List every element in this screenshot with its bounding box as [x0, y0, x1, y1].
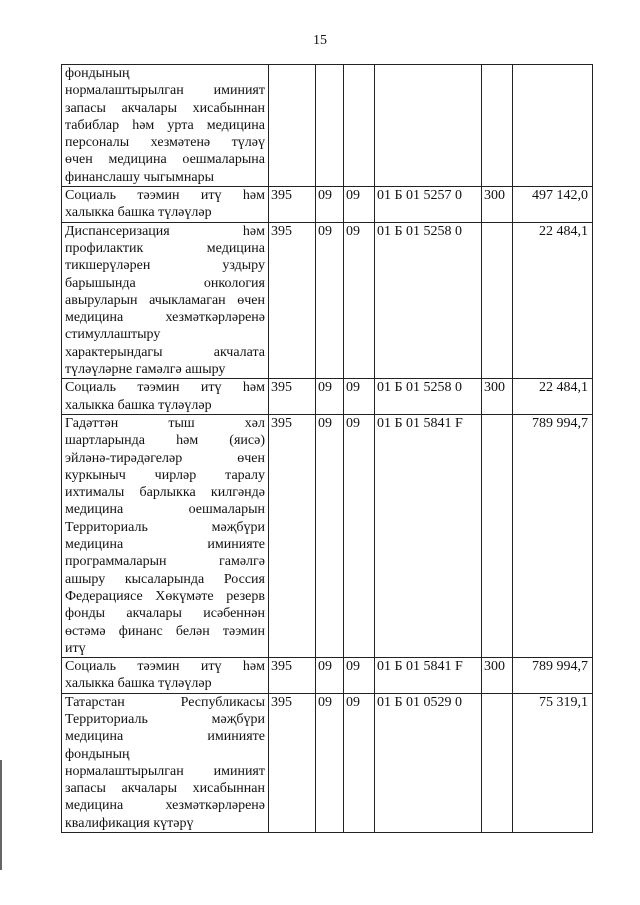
row-name-line: итү [65, 640, 86, 656]
subsection-code-cell: 09 [344, 222, 375, 379]
row-name-line: Территориаль мәҗбүри [65, 519, 265, 535]
amount-cell: 75 319,1 [513, 693, 593, 832]
table-row [62, 414, 593, 657]
row-name-line: барышында онкология [65, 275, 265, 291]
row-name-line: табиблар һәм урта медицина [65, 117, 265, 133]
binding-margin-line [0, 760, 2, 870]
amount-cell: 789 994,7 [513, 414, 593, 657]
row-name-line: запасы акчалары хисабыннан [65, 100, 265, 116]
section-code-cell: 09 [316, 693, 344, 832]
expense-type-cell [482, 414, 513, 657]
row-name-line: нормалаштырылган иминият [65, 83, 265, 99]
row-name-line: халыкка башка түләүләр [65, 676, 212, 692]
row-name-line: куркыныч чирләр таралу [65, 467, 265, 483]
row-name-line: Социаль тәэмин итү һәм [65, 380, 265, 396]
row-name-line: медицина хезмәткәрләренә [65, 310, 265, 326]
ministry-code-cell: 395 [269, 658, 316, 694]
expense-type-cell: 300 [482, 187, 513, 223]
page-number: 15 [313, 33, 327, 48]
row-name-cell [62, 658, 269, 694]
subsection-code-cell: 09 [344, 658, 375, 694]
ministry-code-cell [269, 65, 316, 187]
target-article-cell: 01 Б 01 0529 0 [375, 693, 482, 832]
row-name-line: медицина иминияте [65, 537, 265, 553]
budget-table [61, 64, 593, 833]
row-name-line: нормалаштырылган иминият [65, 763, 265, 779]
row-name-cell [62, 222, 269, 379]
expense-type-cell: 300 [482, 379, 513, 415]
expense-type-cell [482, 693, 513, 832]
subsection-code-cell: 09 [344, 187, 375, 223]
table-row [62, 222, 593, 379]
row-name-line: өстәмә финанс белән тәэмин [65, 623, 265, 639]
target-article-cell: 01 Б 01 5841 F [375, 414, 482, 657]
subsection-code-cell: 09 [344, 693, 375, 832]
ministry-code-cell: 395 [269, 222, 316, 379]
ministry-code-cell: 395 [269, 414, 316, 657]
subsection-code-cell: 09 [344, 379, 375, 415]
row-name-line: шартларында һәм (яисә) [65, 433, 265, 449]
table-row [62, 65, 593, 187]
row-name-cell [62, 693, 269, 832]
table-row [62, 379, 593, 415]
expense-type-cell [482, 65, 513, 187]
row-name-line: Территориаль мәҗбүри [65, 711, 265, 727]
expense-type-cell [482, 222, 513, 379]
row-name-line: характерындагы акчалата [65, 344, 265, 360]
target-article-cell: 01 Б 01 5257 0 [375, 187, 482, 223]
row-name-line: ашыру кысаларында Россия [65, 571, 265, 587]
row-name-line: Гадәттән тыш хәл [65, 415, 265, 431]
row-name-line: фонды акчалары исәбеннән [65, 606, 265, 622]
section-code-cell: 09 [316, 187, 344, 223]
target-article-cell: 01 Б 01 5841 F [375, 658, 482, 694]
row-name-line: ихтималы барлыкка килгәндә [65, 485, 265, 501]
target-article-cell: 01 Б 01 5258 0 [375, 222, 482, 379]
row-name-line: фондының [65, 746, 130, 762]
row-name-line: Социаль тәэмин итү һәм [65, 659, 265, 675]
row-name-cell [62, 414, 269, 657]
row-name-line: Татарстан Республикасы [65, 694, 265, 710]
row-name-line: Диспансеризация һәм [65, 223, 265, 239]
row-name-line: стимуллаштыру [65, 327, 161, 343]
row-name-line: түләүләрне гамәлгә ашыру [65, 362, 226, 378]
ministry-code-cell: 395 [269, 187, 316, 223]
row-name-line: программаларын гамәлгә [65, 554, 265, 570]
row-name-line: өчен медицина оешмаларына [65, 152, 265, 168]
row-name-line: Социаль тәэмин итү һәм [65, 188, 265, 204]
table-row [62, 693, 593, 832]
row-name-line: тикшерүләрен уздыру [65, 258, 265, 274]
ministry-code-cell: 395 [269, 379, 316, 415]
row-name-cell [62, 65, 269, 187]
row-name-line: финанслашу чыгымнары [65, 169, 215, 185]
target-article-cell [375, 65, 482, 187]
amount-cell: 22 484,1 [513, 379, 593, 415]
amount-cell [513, 65, 593, 187]
row-name-line: запасы акчалары хисабыннан [65, 781, 265, 797]
row-name-line: медицина оешмаларын [65, 502, 265, 518]
table-row [62, 658, 593, 694]
row-name-line: халыкка башка түләүләр [65, 397, 212, 413]
table-body [62, 65, 593, 833]
table-row [62, 187, 593, 223]
ministry-code-cell: 395 [269, 693, 316, 832]
row-name-line: фондының [65, 66, 130, 81]
row-name-cell [62, 379, 269, 415]
row-name-line: Федерациясе Хөкүмәте резерв [65, 588, 265, 604]
row-name-line: эйләнә-тирәдәгеләр өчен [65, 450, 265, 466]
row-name-line: халыкка башка түләүләр [65, 205, 212, 221]
section-code-cell: 09 [316, 658, 344, 694]
row-name-line: квалификация күтәрү [65, 815, 194, 831]
section-code-cell: 09 [316, 414, 344, 657]
row-name-line: медицина хезмәткәрләренә [65, 798, 265, 814]
section-code-cell: 09 [316, 379, 344, 415]
row-name-line: профилактик медицина [65, 240, 265, 256]
row-name-line: авыруларын ачыкламаган өчен [65, 292, 265, 308]
amount-cell: 22 484,1 [513, 222, 593, 379]
amount-cell: 497 142,0 [513, 187, 593, 223]
subsection-code-cell: 09 [344, 414, 375, 657]
expense-type-cell: 300 [482, 658, 513, 694]
section-code-cell: 09 [316, 222, 344, 379]
row-name-cell [62, 187, 269, 223]
amount-cell: 789 994,7 [513, 658, 593, 694]
row-name-line: медицина иминияте [65, 729, 265, 745]
section-code-cell [316, 65, 344, 187]
subsection-code-cell [344, 65, 375, 187]
row-name-line: персоналы хезмәтенә түләү [65, 135, 265, 151]
target-article-cell: 01 Б 01 5258 0 [375, 379, 482, 415]
